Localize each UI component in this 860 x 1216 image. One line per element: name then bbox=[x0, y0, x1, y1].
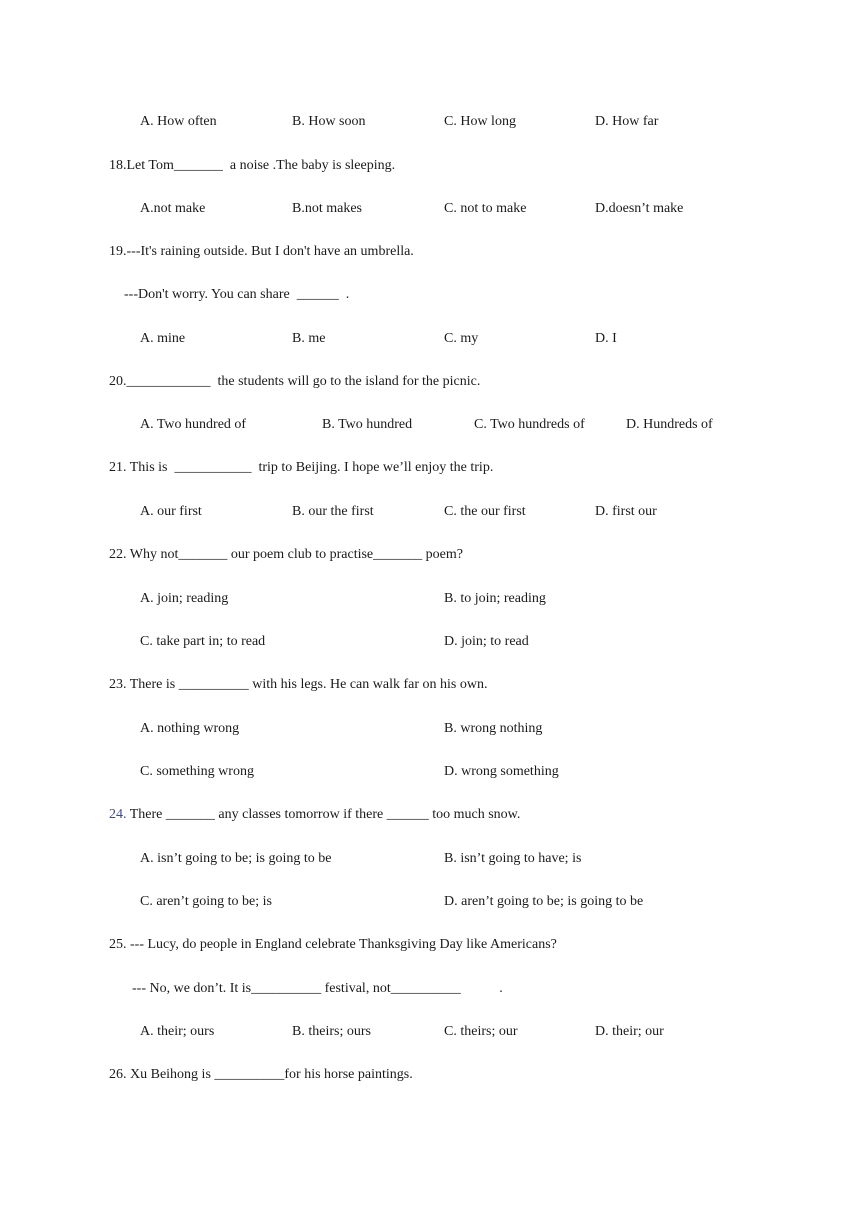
q24-option-d: D. aren’t going to be; is going to be bbox=[444, 894, 644, 909]
q18-option-a: A.not make bbox=[140, 201, 206, 216]
q19-option-d: D. I bbox=[595, 331, 617, 346]
q20-option-b: B. Two hundred bbox=[322, 417, 413, 432]
q21-option-b: B. our the first bbox=[292, 504, 374, 519]
q25-option-a: A. their; ours bbox=[140, 1024, 215, 1039]
q22-options-row2 bbox=[140, 633, 529, 651]
q23-stem: 23. There is __________ with his legs. He can walk far on his own. bbox=[109, 677, 488, 692]
q23-option-d: D. wrong something bbox=[444, 764, 559, 779]
q22-stem: 22. Why not_______ our poem club to practise_______ poem? bbox=[109, 547, 463, 562]
q19-option-b: B. me bbox=[292, 331, 326, 346]
q24-option-a: A. isn’t going to be; is going to be bbox=[140, 851, 332, 866]
q21-options bbox=[140, 503, 657, 521]
q19-options bbox=[140, 330, 617, 348]
q19-option-a: A. mine bbox=[140, 331, 186, 346]
q21-option-c: C. the our first bbox=[444, 504, 526, 519]
q22-option-a: A. join; reading bbox=[140, 591, 229, 606]
q25-stem: 25. --- Lucy, do people in England celebrate Thanksgiving Day like Americans? bbox=[109, 937, 557, 952]
q24-stem-line bbox=[109, 806, 520, 824]
q17-option-c: C. How long bbox=[444, 114, 516, 129]
q25-options bbox=[140, 1023, 664, 1041]
q19-stem-reply: ---Don't worry. You can share ______ . bbox=[124, 287, 350, 302]
q19-stem: 19.---It's raining outside. But I don't have an umbrella. bbox=[109, 244, 414, 259]
q26-stem: 26. Xu Beihong is __________for his horse paintings. bbox=[109, 1067, 413, 1082]
q18-option-c: C. not to make bbox=[444, 201, 527, 216]
q20-option-c: C. Two hundreds of bbox=[474, 417, 585, 432]
q22-option-b: B. to join; reading bbox=[444, 591, 546, 606]
q18-option-b: B.not makes bbox=[292, 201, 362, 216]
q25-stem-reply: --- No, we don’t. It is__________ festival, not__________ . bbox=[132, 981, 503, 996]
q24-options-row1 bbox=[140, 850, 582, 868]
q17-option-b: B. How soon bbox=[292, 114, 366, 129]
q25-option-c: C. theirs; our bbox=[444, 1024, 518, 1039]
q23-option-b: B. wrong nothing bbox=[444, 721, 543, 736]
q21-option-a: A. our first bbox=[140, 504, 202, 519]
q23-option-a: A. nothing wrong bbox=[140, 721, 240, 736]
q25-option-b: B. theirs; ours bbox=[292, 1024, 371, 1039]
q20-option-d: D. Hundreds of bbox=[626, 417, 713, 432]
q23-options-row1 bbox=[140, 720, 543, 738]
q22-option-d: D. join; to read bbox=[444, 634, 529, 649]
q18-options bbox=[140, 200, 684, 218]
q22-options-row1 bbox=[140, 590, 546, 608]
q21-stem: 21. This is ___________ trip to Beijing. I hope we’ll enjoy the trip. bbox=[109, 460, 494, 475]
q25-option-d: D. their; our bbox=[595, 1024, 664, 1039]
q17-option-a: A. How often bbox=[140, 114, 217, 129]
q23-option-c: C. something wrong bbox=[140, 764, 254, 779]
q19-option-c: C. my bbox=[444, 331, 479, 346]
q24-option-c: C. aren’t going to be; is bbox=[140, 894, 272, 909]
q17-options bbox=[140, 113, 659, 131]
q21-option-d: D. first our bbox=[595, 504, 657, 519]
q24-stem: There _______ any classes tomorrow if there ______ too much snow. bbox=[126, 807, 521, 822]
q24-options-row2 bbox=[140, 893, 644, 911]
q23-options-row2 bbox=[140, 763, 559, 781]
q18-option-d: D.doesn’t make bbox=[595, 201, 684, 216]
q24-option-b: B. isn’t going to have; is bbox=[444, 851, 582, 866]
q17-option-d: D. How far bbox=[595, 114, 659, 129]
q20-option-a: A. Two hundred of bbox=[140, 417, 247, 432]
q18-stem: 18.Let Tom_______ a noise .The baby is sleeping. bbox=[109, 158, 396, 173]
q20-options bbox=[140, 416, 713, 434]
q20-stem: 20.____________ the students will go to the island for the picnic. bbox=[109, 374, 481, 389]
q24-number: 24. bbox=[109, 807, 127, 822]
q22-option-c: C. take part in; to read bbox=[140, 634, 266, 649]
